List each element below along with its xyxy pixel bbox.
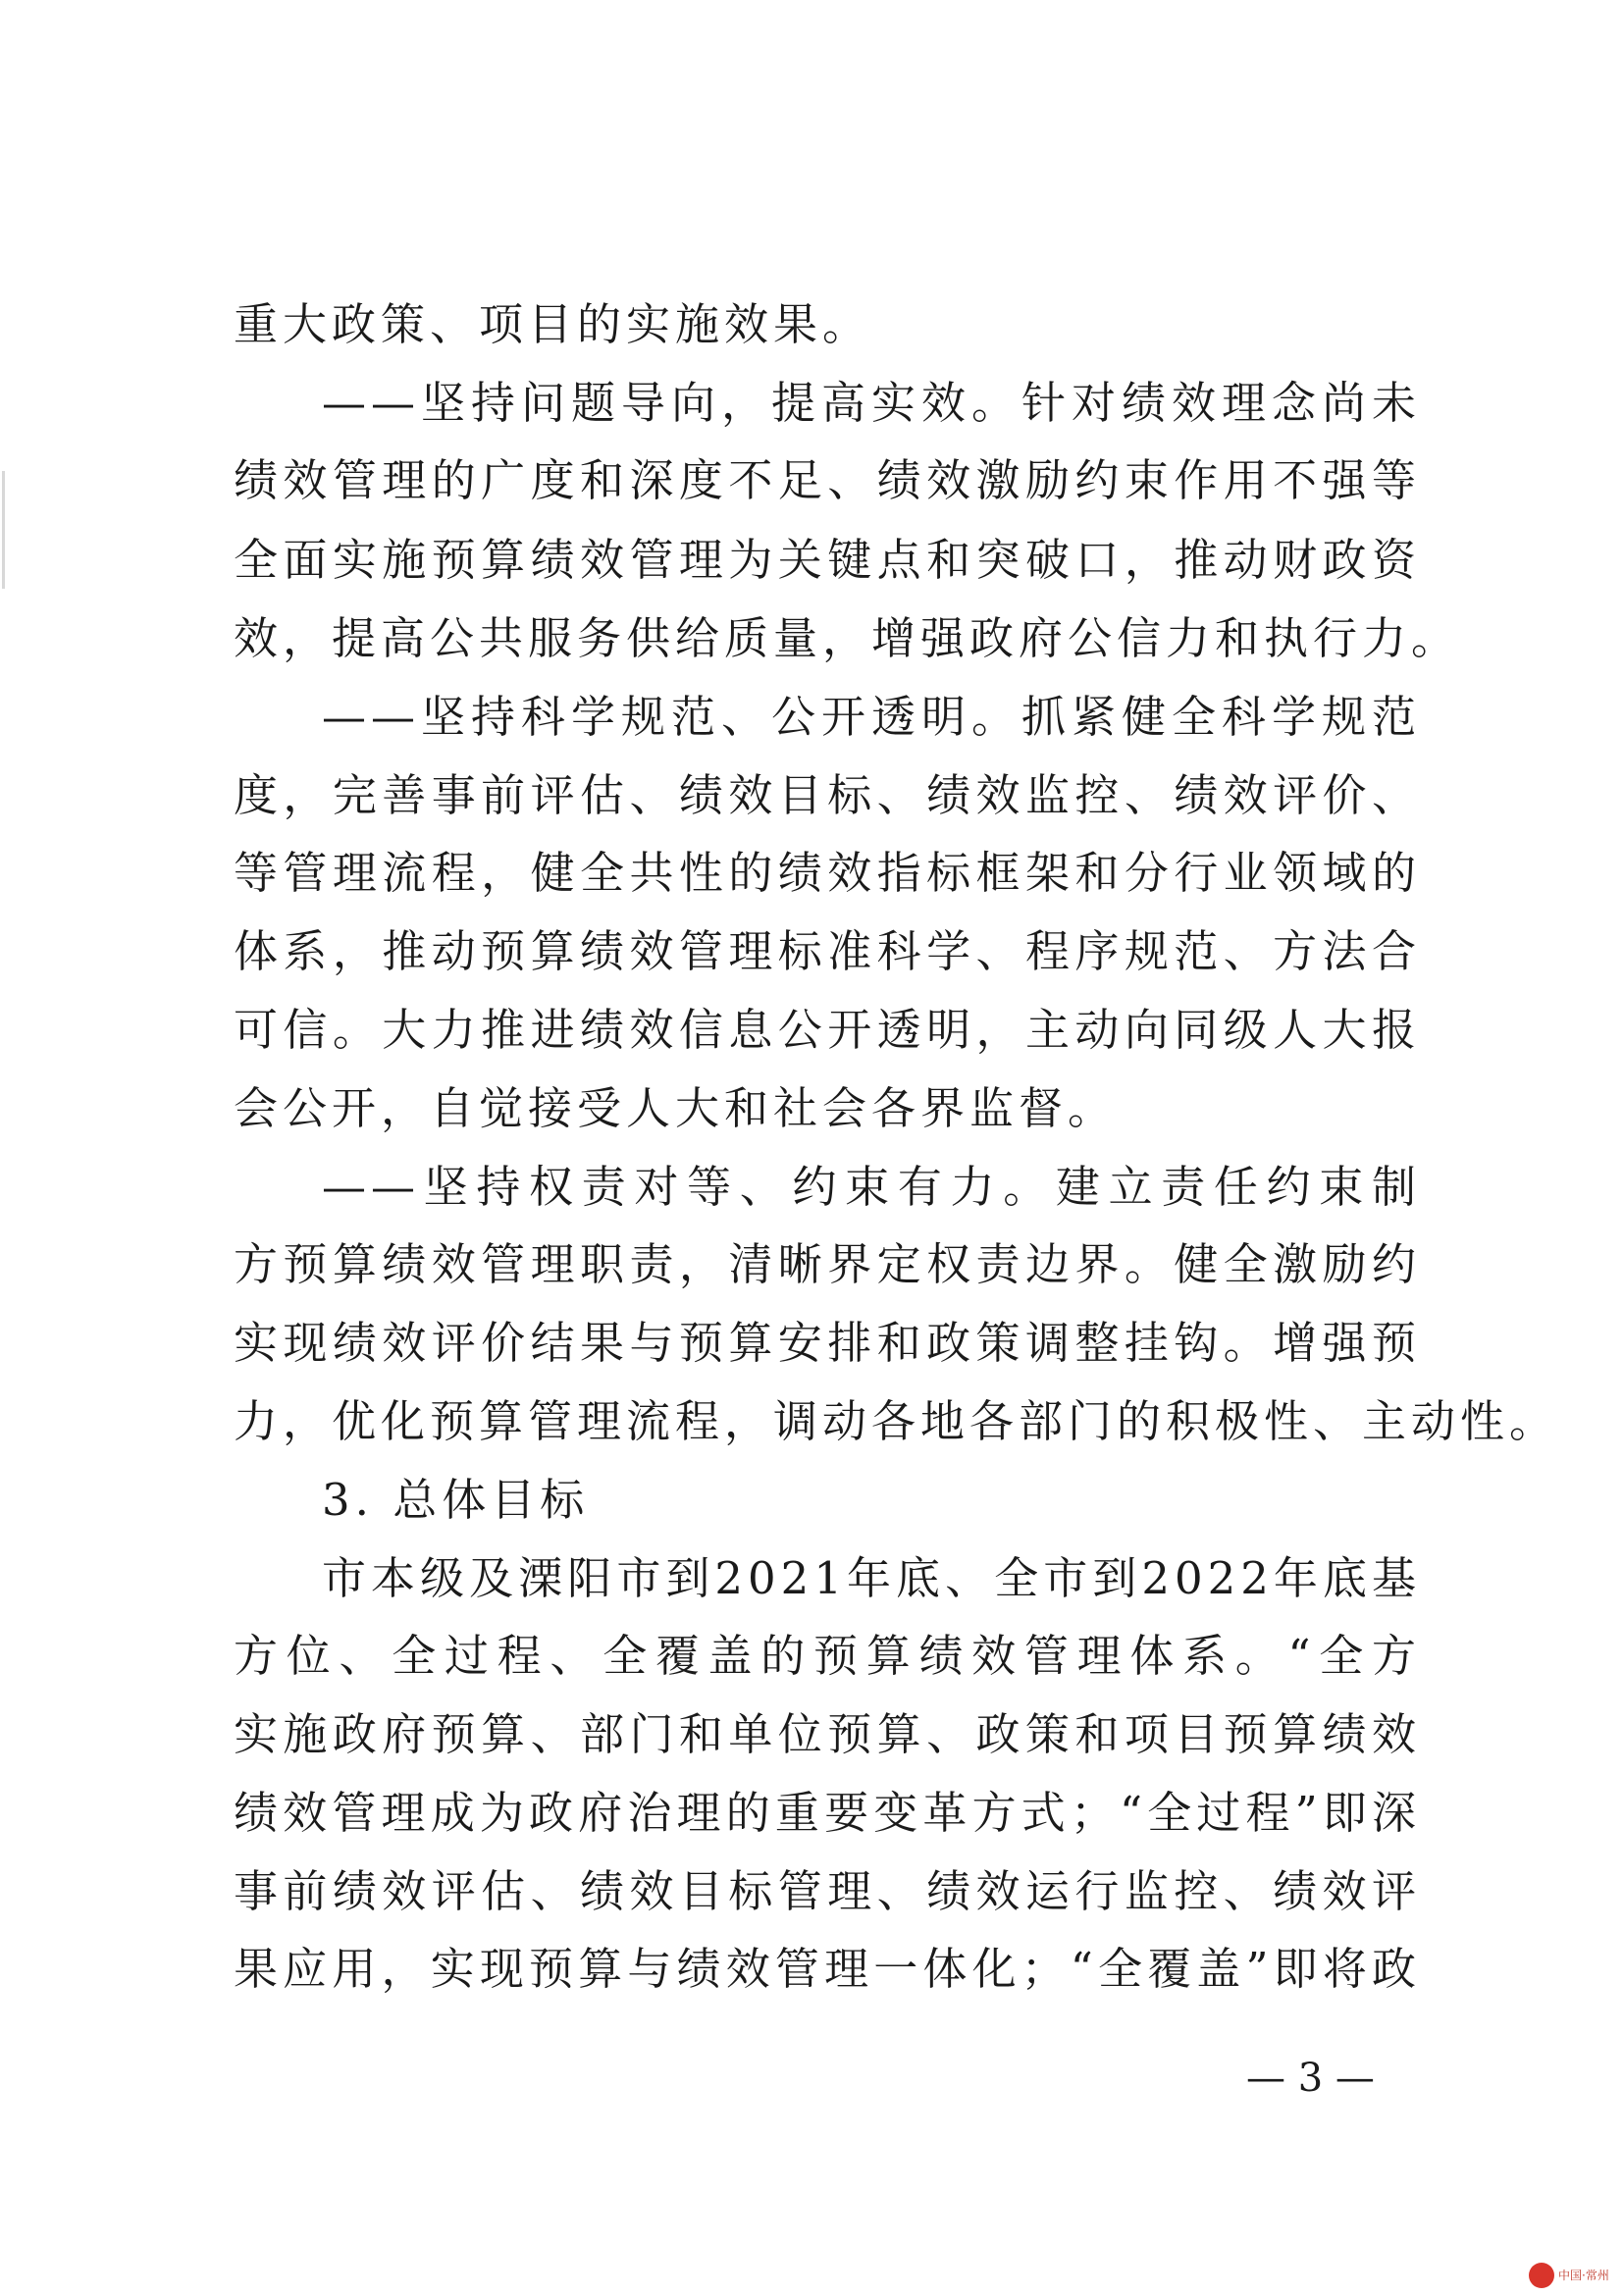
text-line-13: 方预算绩效管理职责，清晰界定权责边界。健全激励约 <box>234 1238 1421 1290</box>
section-heading: 3. 总体目标 <box>322 1474 590 1526</box>
text-line-12: ——坚持权责对等、约束有力。建立责任约束制 <box>322 1161 1421 1213</box>
text-line-5: 效，提高公共服务供给质量，增强政府公信力和执行力。 <box>234 612 1461 664</box>
watermark-text: 中国·常州 <box>1558 2269 1609 2282</box>
text-line-18: 方位、全过程、全覆盖的预算绩效管理体系。“全方 <box>234 1630 1421 1682</box>
seal-icon <box>1529 2263 1554 2288</box>
text-line-6: ——坚持科学规范、公开透明。抓紧健全科学规范 <box>322 691 1421 743</box>
page-number: — 3 — <box>1246 2056 1375 2101</box>
text-line-3: 绩效管理的广度和深度不足、绩效激励约束作用不强等 <box>234 454 1421 506</box>
text-line-14: 实现绩效评价结果与预算安排和政策调整挂钩。增强预 <box>234 1317 1421 1369</box>
text-line-9: 体系，推动预算绩效管理标准科学、程序规范、方法合 <box>234 925 1421 977</box>
text-line-4: 全面实施预算绩效管理为关键点和突破口，推动财政资 <box>234 534 1421 586</box>
site-watermark <box>1529 2259 1619 2292</box>
text-line-2: ——坚持问题导向，提高实效。针对绩效理念尚未 <box>322 377 1421 429</box>
text-line-21: 事前绩效评估、绩效目标管理、绩效运行监控、绩效评 <box>234 1865 1421 1917</box>
text-line-8: 等管理流程，健全共性的绩效指标框架和分行业领域的 <box>234 847 1421 899</box>
text-line-7: 度，完善事前评估、绩效目标、绩效监控、绩效评价、 <box>234 769 1421 821</box>
text-line-17: 市本级及溧阳市到2021年底、全市到2022年底基 <box>322 1552 1421 1604</box>
text-line-22: 果应用，实现预算与绩效管理一体化；“全覆盖”即将政 <box>234 1943 1421 1995</box>
text-line-15: 力，优化预算管理流程，调动各地各部门的积极性、主动性。 <box>234 1395 1559 1447</box>
text-line-11: 会公开，自觉接受人大和社会各界监督。 <box>234 1082 1118 1134</box>
text-line-19: 实施政府预算、部门和单位预算、政策和项目预算绩效 <box>234 1708 1421 1760</box>
scan-edge-mark <box>2 471 5 589</box>
text-line-10: 可信。大力推进绩效信息公开透明，主动向同级人大报 <box>234 1004 1421 1056</box>
text-line-1: 重大政策、项目的实施效果。 <box>234 298 872 350</box>
text-line-20: 绩效管理成为政府治理的重要变革方式；“全过程”即深 <box>234 1787 1421 1839</box>
